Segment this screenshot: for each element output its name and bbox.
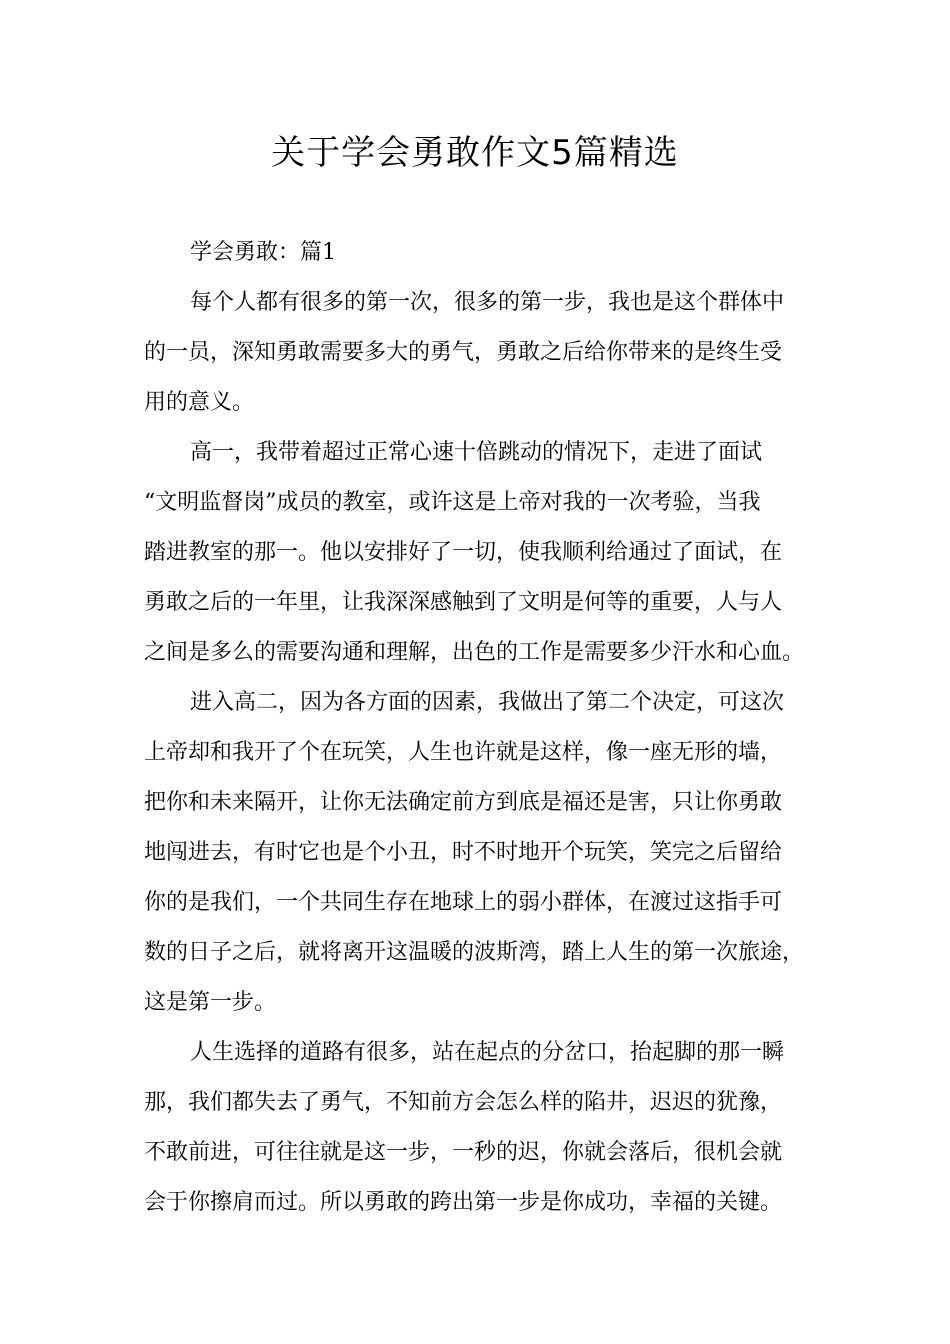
- paragraph-line: 人生选择的道路有很多，站在起点的分岔口，抬起脚的那一瞬: [190, 1040, 785, 1065]
- section-heading: 学会勇敢：篇1: [190, 240, 336, 265]
- paragraph-line: 每个人都有很多的第一次，很多的第一步，我也是这个群体中: [190, 290, 785, 315]
- paragraph-line: 进入高二，因为各方面的因素，我做出了第二个决定，可这次: [190, 690, 785, 715]
- paragraph-line: 的一员，深知勇敢需要多大的勇气，勇敢之后给你带来的是终生受: [144, 340, 783, 365]
- paragraph-line: 你的是我们，一个共同生存在地球上的弱小群体，在渡过这指手可: [144, 890, 783, 915]
- paragraph-line: 用的意义。: [144, 390, 255, 415]
- paragraph-line: 数的日子之后，就将离开这温暖的波斯湾，踏上人生的第一次旅途，: [144, 940, 805, 965]
- paragraph-line: 把你和未来隔开，让你无法确定前方到底是福还是害，只让你勇敢: [144, 790, 783, 815]
- paragraph-line: 之间是多么的需要沟通和理解，出色的工作是需要多少汗水和心血。: [144, 640, 805, 665]
- paragraph-line: 踏进教室的那一。他以安排好了一切，使我顺利给通过了面试，在: [144, 540, 783, 565]
- paragraph-line: 勇敢之后的一年里，让我深深感触到了文明是何等的重要，人与人: [144, 590, 783, 615]
- paragraph-line: “文明监督岗”成员的教室，或许这是上帝对我的一次考验，当我: [144, 490, 761, 515]
- paragraph-line: 上帝却和我开了个在玩笑，人生也许就是这样，像一座无形的墙，: [144, 740, 783, 765]
- paragraph-line: 不敢前进，可往往就是这一步，一秒的迟，你就会落后，很机会就: [144, 1140, 783, 1165]
- document-title: 关于学会勇敢作文5篇精选: [271, 133, 679, 173]
- paragraph-line: 那，我们都失去了勇气，不知前方会怎么样的陷井，迟迟的犹豫，: [144, 1090, 783, 1115]
- paragraph-line: 地闯进去，有时它也是个小丑，时不时地开个玩笑，笑完之后留给: [144, 840, 783, 865]
- paragraph-line: 这是第一步。: [144, 990, 277, 1015]
- document-body: [144, 228, 824, 1228]
- paragraph-line: 会于你擦肩而过。所以勇敢的跨出第一步是你成功，幸福的关键。: [144, 1190, 783, 1215]
- paragraph-line: 高一，我带着超过正常心速十倍跳动的情况下，走进了面试: [190, 440, 763, 465]
